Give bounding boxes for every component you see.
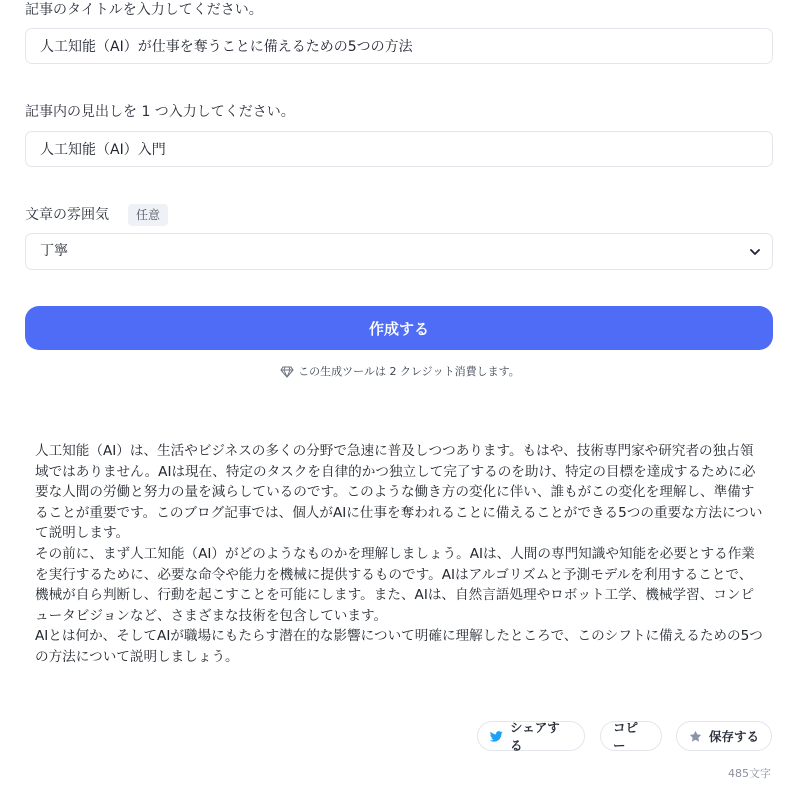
create-button[interactable]: 作成する [25,306,773,350]
article-paragraph: AIとは何か、そしてAIが職場にもたらす潜在的な影響について明確に理解したところで、このシフトに備えるための5つの方法について説明しましょう。 [35,628,763,665]
copy-button[interactable] [600,721,662,751]
article-paragraph: その前に、まず人工知能（AI）がどのようなものかを理解しましょう。AIは、人間の専門知識や知能を必要とする作業を実行するために、必要な命令や能力を機械に提供するものです。AIはアルゴリズムと予測モデルを利用することで、機械が自ら判断し、行動を起こすことを可能にします。また、AIは、自然言語処理やロボット工学、機械学習、コンピュータビジョンなど、さまざまな技術を包含しています。 [35,545,755,624]
article-paragraph: 人工知能（AI）は、生活やビジネスの多くの分野で急速に普及しつつあります。もはや、技術専門家や研究者の独占領域ではありません。AIは現在、特定のタスクを自律的かつ独立して完了するのを助け、特定の目標を達成するために必要な人間の労働と努力の量を減らしているのです。このような働き方の変化に伴い、誰もがこの変化を理解し、準備することが重要です。このブログ記事では、個人がAIに仕事を奪われることに備えることができる5つの重要な方法について説明します。 [35,443,763,542]
share-label: シェアする [509,720,560,753]
optional-badge: 任意 [128,204,168,226]
title-input[interactable] [25,28,773,64]
twitter-icon [490,731,503,742]
tone-label: 文章の雰囲気 [25,207,109,223]
save-button[interactable] [676,721,772,751]
credit-note [0,362,800,382]
heading-label: 記事内の見出しを 1 つ入力してください。 [25,104,295,120]
chevron-down-icon [748,245,762,259]
title-label: 記事のタイトルを入力してください。 [25,2,263,18]
tone-select[interactable] [25,233,773,270]
gem-icon [280,366,294,378]
copy-label: コピー [613,720,639,753]
credit-note-text: この生成ツールは 2 クレジット消費します。 [298,365,520,378]
heading-input[interactable] [25,131,773,167]
share-button[interactable] [477,721,585,751]
tone-select-value: 丁寧 [40,243,68,259]
star-icon [689,730,702,743]
generated-article [35,441,765,668]
save-label: 保存する [709,729,760,744]
char-count: 485文字 [728,767,771,780]
